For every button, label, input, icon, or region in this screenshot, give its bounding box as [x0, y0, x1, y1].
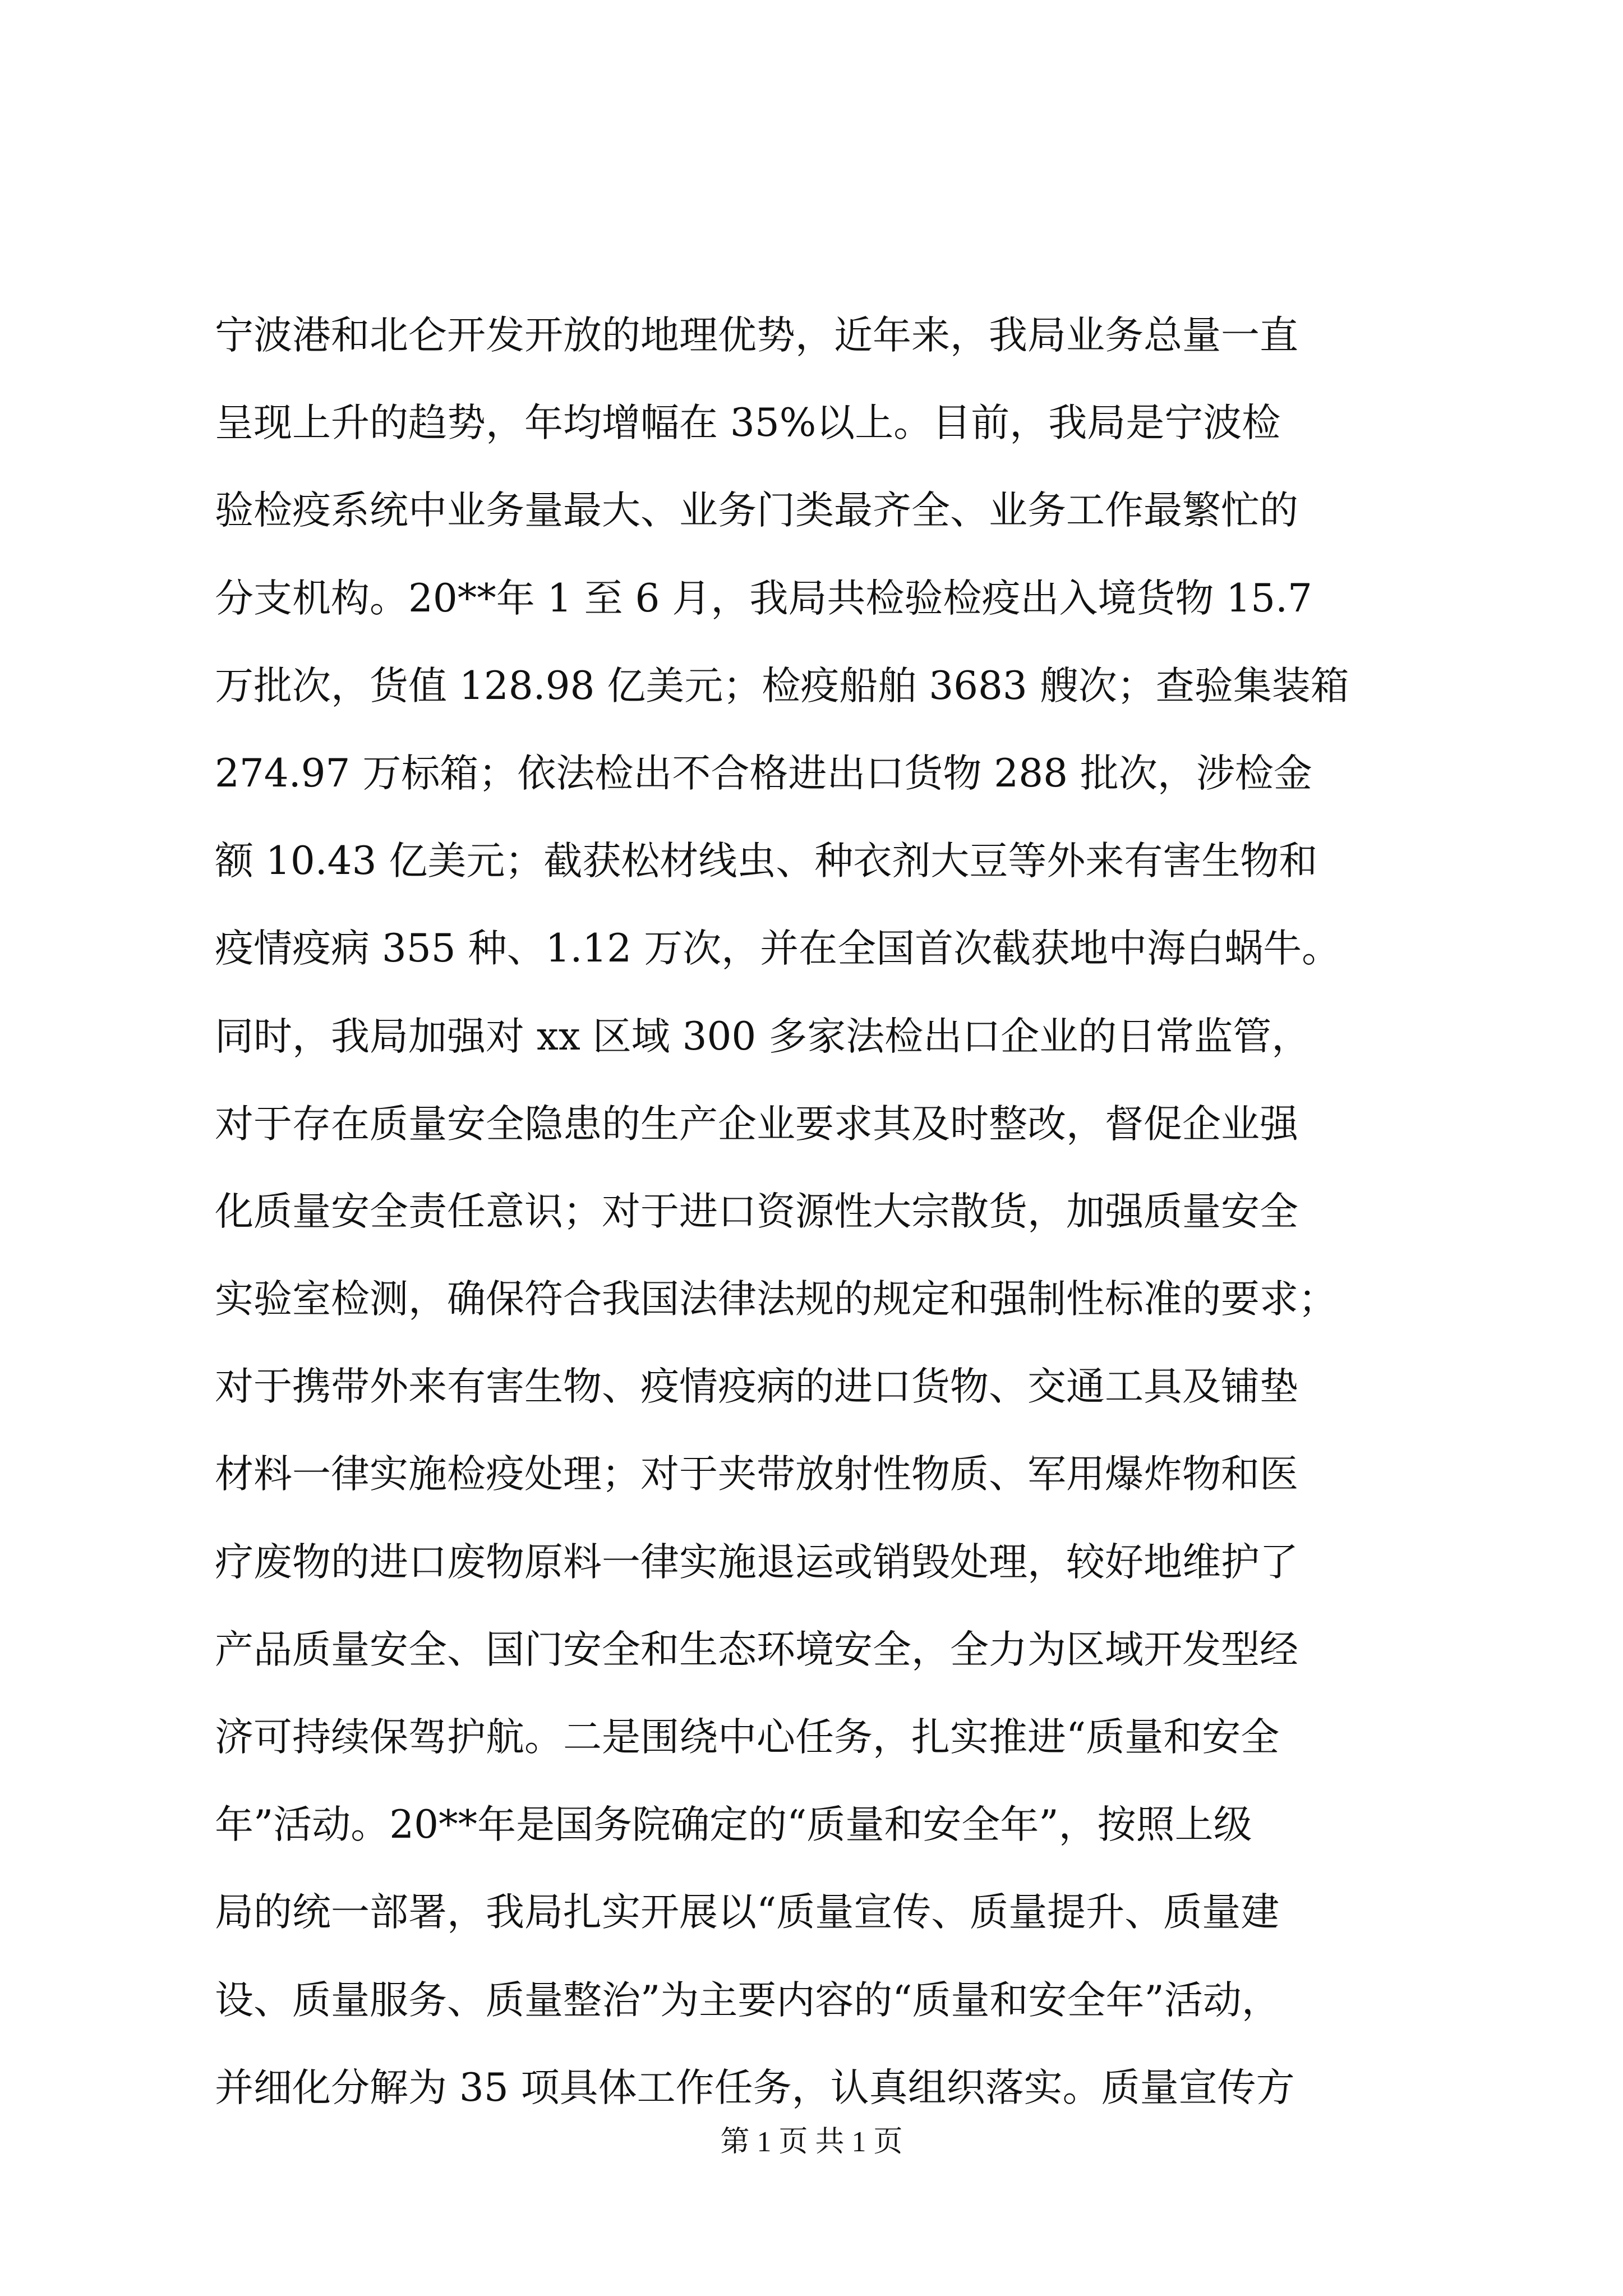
text-line: 呈现上升的趋势，年均增幅在 35%以上。目前，我局是宁波检: [215, 401, 1281, 446]
text-line: 实验室检测，确保符合我国法律法规的规定和强制性标准的要求；: [215, 1277, 1337, 1322]
text-line: 对于存在质量安全隐患的生产企业要求其及时整改，督促企业强: [215, 1101, 1298, 1147]
page-footer: 第 1 页 共 1 页: [720, 2126, 903, 2158]
text-line: 万批次，货值 128.98 亿美元；检疫船舶 3683 艘次；查验集装箱: [215, 663, 1349, 708]
text-line: 宁波港和北仑开发开放的地理优势，近年来，我局业务总量一直: [215, 313, 1298, 358]
text-line: 对于携带外来有害生物、疫情疫病的进口货物、交通工具及铺垫: [215, 1364, 1298, 1410]
text-line: 分支机构。20**年 1 至 6 月，我局共检验检疫出入境货物 15.7: [215, 576, 1312, 621]
text-line: 额 10.43 亿美元；截获松材线虫、种衣剂大豆等外来有害生物和: [215, 839, 1318, 884]
text-line: 产品质量安全、国门安全和生态环境安全，全力为区域开发型经: [215, 1627, 1298, 1672]
text-line: 年”活动。20**年是国务院确定的“质量和安全年”，按照上级: [215, 1802, 1252, 1848]
text-line: 材料一律实施检疫处理；对于夹带放射性物质、军用爆炸物和医: [215, 1452, 1298, 1497]
text-line: 同时，我局加强对 xx 区域 300 多家法检出口企业的日常监管，: [215, 1014, 1311, 1059]
text-line: 设、质量服务、质量整治”为主要内容的“质量和安全年”活动，: [215, 1977, 1280, 2023]
text-line: 化质量安全责任意识；对于进口资源性大宗散货，加强质量安全: [215, 1189, 1298, 1234]
text-line: 274.97 万标箱；依法检出不合格进出口货物 288 批次，涉检金: [215, 751, 1312, 796]
text-line: 验检疫系统中业务量最大、业务门类最齐全、业务工作最繁忙的: [215, 488, 1298, 533]
text-line: 局的统一部署，我局扎实开展以“质量宣传、质量提升、质量建: [215, 1890, 1280, 1935]
body-text: [215, 292, 1426, 2132]
text-line: 并细化分解为 35 项具体工作任务，认真组织落实。质量宣传方: [215, 2065, 1295, 2110]
text-line: 疗废物的进口废物原料一律实施退运或销毁处理，较好地维护了: [215, 1539, 1298, 1585]
text-line: 疫情疫病 355 种、1.12 万次，并在全国首次截获地中海白蜗牛。: [215, 926, 1341, 972]
text-line: 济可持续保驾护航。二是围绕中心任务，扎实推进“质量和安全: [215, 1715, 1280, 1760]
